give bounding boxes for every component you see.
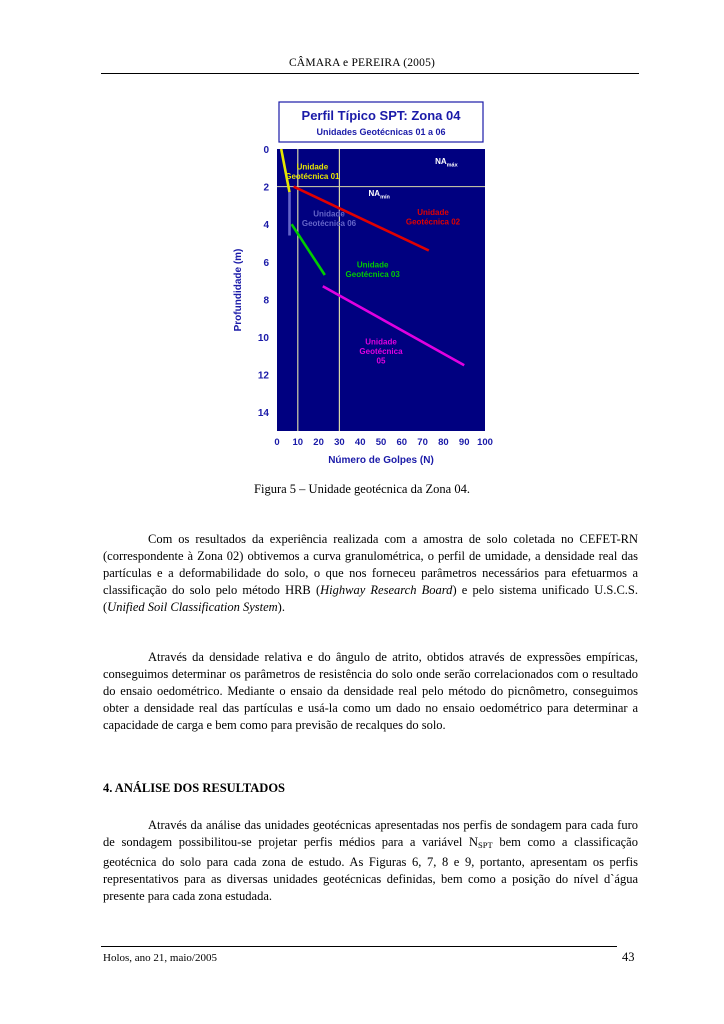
series-label-4: Unidade Geotécnica 03 [345, 260, 400, 279]
header-rule [101, 73, 639, 74]
y-tick-3: 6 [263, 257, 269, 269]
y-axis-label: Profundidade (m) [233, 248, 244, 332]
plot-area [277, 149, 485, 431]
x-tick-2: 20 [313, 437, 324, 448]
y-tick-6: 12 [257, 370, 269, 382]
x-tick-4: 40 [354, 437, 366, 448]
y-tick-4: 8 [263, 295, 269, 307]
x-tick-3: 30 [334, 437, 345, 448]
paragraph-1: Com os resultados da experiência realizada com a amostra de solo coletada no CEFET-RN (correspondente à Zona 02) obtivemos a curva granulométrica, o perfil de umidade, a densidade real das partículas e a deformabilidade do solo, o que nos forneceu parâmetros necessários para efetuarmos a classificação do solo pelo método HRB (Highway Research Board) e pelo sistema unificado U.S.C.S. (Unified Soil Classification System). [103, 532, 639, 615]
paragraph-2: Através da densidade relativa e do ângulo de atrito, obtidos através de expressões empíricas, conseguimos determinar os parâmetros de resistência do solo onde serão correlacionados com o resultado do ensaio oedométrico. Mediante o ensaio da densidade real pelo método do picnômetro, conseguimos obter a densidade real das partículas e usá-la como um dado no ensaio oedométrico para determinar a capacidade de carga e bem como para previsão de recalques do solo. [103, 650, 638, 733]
y-tick-1: 2 [263, 182, 269, 194]
y-tick-7: 14 [257, 408, 269, 420]
x-tick-8: 80 [438, 437, 449, 448]
section-heading: 4. ANÁLISE DOS RESULTADOS [103, 781, 286, 795]
figure-caption: Figura 5 – Unidade geotécnica da Zona 04. [254, 482, 470, 496]
chart-subtitle: Unidades Geotécnicas 01 a 06 [316, 127, 446, 137]
y-tick-2: 4 [263, 220, 269, 232]
x-tick-7: 70 [417, 437, 428, 448]
y-tick-0: 0 [263, 145, 269, 156]
footer-journal: Holos, ano 21, maio/2005 [103, 952, 217, 964]
running-header: CÂMARA e PEREIRA (2005) [288, 57, 436, 69]
x-tick-6: 60 [396, 437, 408, 448]
footer-rule [101, 946, 617, 947]
x-tick-5: 50 [375, 437, 387, 448]
x-tick-9: 90 [458, 437, 470, 448]
page-number: 43 [622, 950, 635, 964]
series-label-2: Unidade Geotécnica 02 [405, 207, 461, 227]
paragraph-3: Através da análise das unidades geotécnicas apresentadas nos perfis de sondagem para cada furo de sondagem possibilitou-se projetar perfis médios para a variável $N_{SPT}$ bem como a classificação geotécnica do solo para cada zona de estudo. As Figuras 6, 7, 8 e 9, portanto, apresentam os perfis representativos para as diversas unidades geotécnicas definidas, bem como a posição do nível d`água presente para cada zona estudada. [103, 818, 638, 904]
x-tick-0: 0 [274, 437, 280, 448]
chart-title: Perfil Típico SPT: Zona 04 [301, 108, 461, 123]
water-level-label-2: $NA_{mín}$ [368, 189, 390, 201]
x-axis-label: Número de Golpes (N) [328, 455, 434, 466]
spt-profile-figure [225, 98, 495, 473]
series-label-3: Unidade Geotécnica 06 [301, 209, 357, 229]
series-label-1: Unidade Geotécnica 01 [285, 162, 340, 182]
y-tick-5: 10 [257, 333, 269, 344]
x-tick-10: 100 [477, 437, 493, 448]
x-tick-1: 10 [292, 437, 304, 448]
water-level-label-1: $NA_{máx}$ [435, 157, 458, 169]
series-label-5: Unidade Geotécnica 05 [359, 337, 403, 366]
